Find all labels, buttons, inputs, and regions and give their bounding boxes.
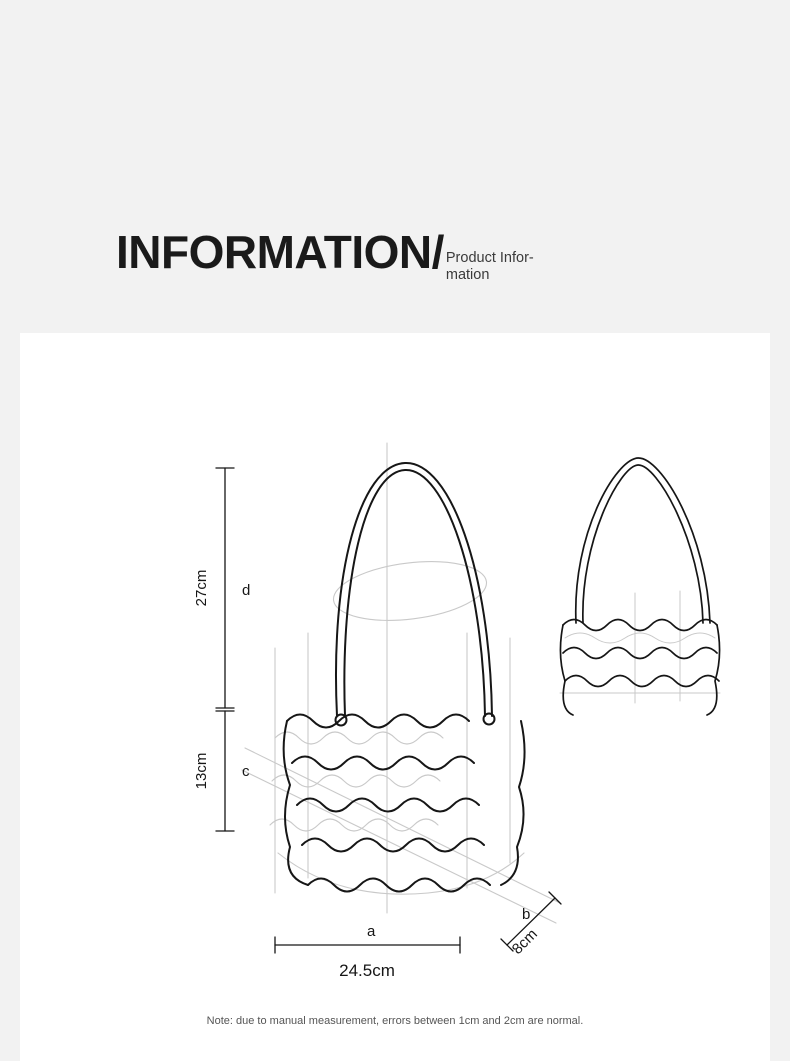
label-d: d [242,582,251,599]
page-title: INFORMATION/ [116,226,444,278]
product-diagram-card [20,333,770,1061]
measurement-body-depth: 8cm [508,925,541,958]
page-header [0,222,790,292]
label-a: a [367,923,376,940]
label-b: b [522,906,531,923]
measurement-body-height: 13cm [193,752,210,790]
bag-small-reference [560,458,720,715]
bag-outline-main [284,463,525,892]
label-c: c [242,763,250,780]
page-subtitle: Product Infor-mation [445,250,534,283]
measurement-note: Note: due to manual measurement, errors between 1cm and 2cm are normal. [206,1015,584,1027]
measurement-body-width: 24.5cm [339,961,395,980]
measurement-strap-drop: 27cm [193,569,210,607]
bag-dimension-diagram [20,333,770,1033]
